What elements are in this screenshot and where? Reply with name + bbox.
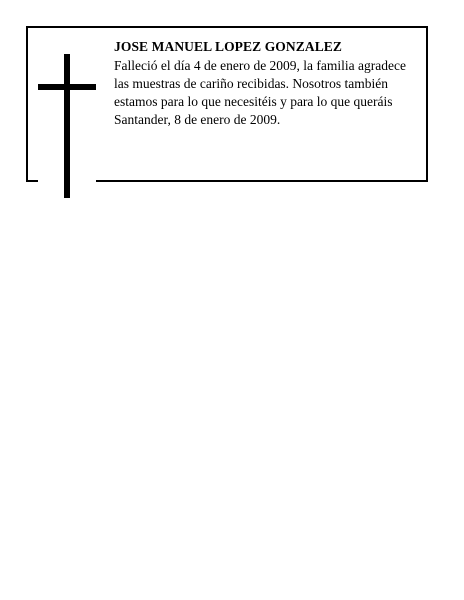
cross-horizontal-bar bbox=[38, 84, 96, 90]
obituary-line-1: Falleció el día 4 de enero de 2009, la familia agradece bbox=[114, 58, 406, 73]
obituary-text bbox=[114, 38, 420, 129]
obituary-line-2: las muestras de cariño recibidas. Nosotros también bbox=[114, 76, 389, 91]
frame-left-border bbox=[26, 26, 28, 182]
obituary-line-4: Santander, 8 de enero de 2009. bbox=[114, 112, 281, 127]
frame-bottom-border-left bbox=[26, 180, 38, 182]
deceased-name: JOSE MANUEL LOPEZ GONZALEZ bbox=[114, 39, 343, 54]
frame-right-border bbox=[426, 26, 428, 182]
obituary-line-3: estamos para lo que necesitéis y para lo que queráis bbox=[114, 94, 393, 109]
cross-vertical-bar bbox=[64, 54, 70, 198]
frame-bottom-border-right bbox=[96, 180, 428, 182]
latin-cross-icon bbox=[38, 54, 96, 198]
frame-top-border bbox=[26, 26, 428, 28]
